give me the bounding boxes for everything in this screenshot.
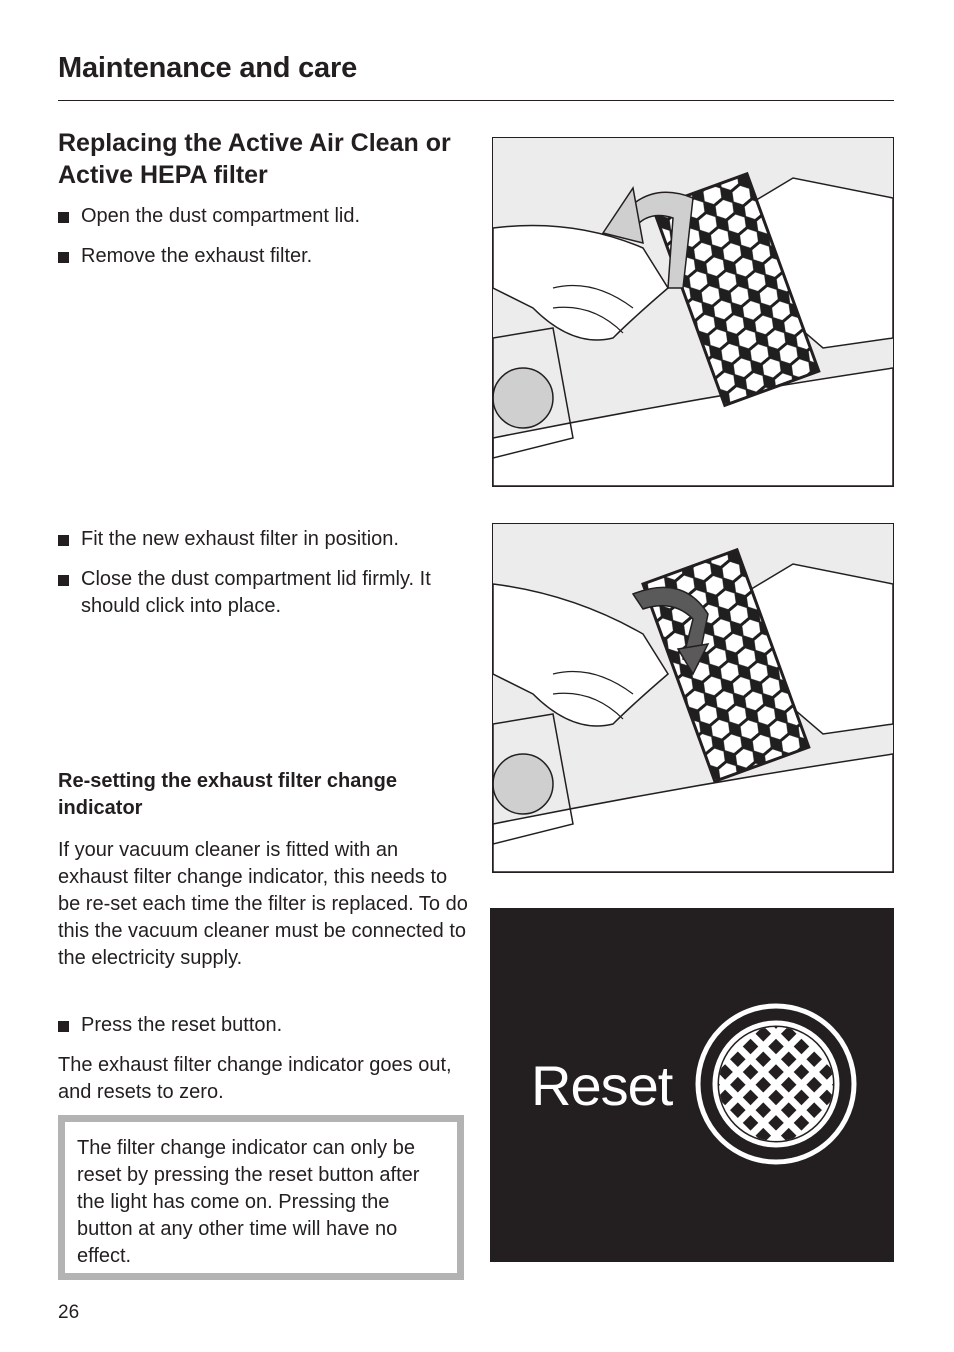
bullet-square-icon: [58, 252, 69, 263]
list-item: [58, 1012, 468, 1039]
illustration-fit-filter: [492, 523, 894, 873]
step-list-reset: [58, 1012, 468, 1052]
list-item-text: Fit the new exhaust filter in position.: [81, 528, 399, 550]
reset-button-illustration: [490, 908, 894, 1262]
list-item-text: Remove the exhaust filter.: [81, 245, 313, 267]
section-title: Replacing the Active Air Clean or Active HEPA filter: [58, 129, 451, 189]
filter-grid-icon: [693, 1001, 859, 1167]
illustration-remove-filter: [492, 137, 894, 487]
page-number: 26: [58, 1302, 80, 1323]
list-item: [58, 526, 468, 553]
fit-filter-drawing: [493, 524, 893, 872]
step-list-fit: [58, 526, 468, 633]
reset-result-paragraph: The exhaust filter change indicator goes out, and resets to zero.: [58, 1054, 452, 1103]
note-text: The filter change indicator can only be reset by pressing the reset button after the light has come on. Pressing the button at any other time will have no effect.: [65, 1122, 457, 1273]
bullet-square-icon: [58, 535, 69, 546]
step-list-remove: [58, 203, 468, 283]
bullet-square-icon: [58, 212, 69, 223]
note-box: [58, 1115, 464, 1280]
list-item: [58, 566, 468, 620]
header-divider: [58, 100, 894, 101]
list-item-text: Open the dust compartment lid.: [81, 205, 361, 227]
reset-section-heading: Re-setting the exhaust filter change indicator: [58, 770, 397, 819]
reset-intro-paragraph: If your vacuum cleaner is fitted with an exhaust filter change indicator, this needs to be re-set each time the filter is replaced. To do this the vacuum cleaner must be connected to the electricity supply.: [58, 839, 468, 969]
list-item-text: Close the dust compartment lid firmly. It should click into place.: [81, 568, 431, 617]
remove-filter-drawing: [493, 138, 893, 486]
bullet-square-icon: [58, 1021, 69, 1032]
list-item-text: Press the reset button.: [81, 1014, 283, 1036]
reset-button-label: Reset: [531, 1054, 673, 1117]
page-header-title: Maintenance and care: [58, 52, 357, 84]
bullet-square-icon: [58, 575, 69, 586]
list-item: [58, 203, 468, 230]
list-item: [58, 243, 468, 270]
